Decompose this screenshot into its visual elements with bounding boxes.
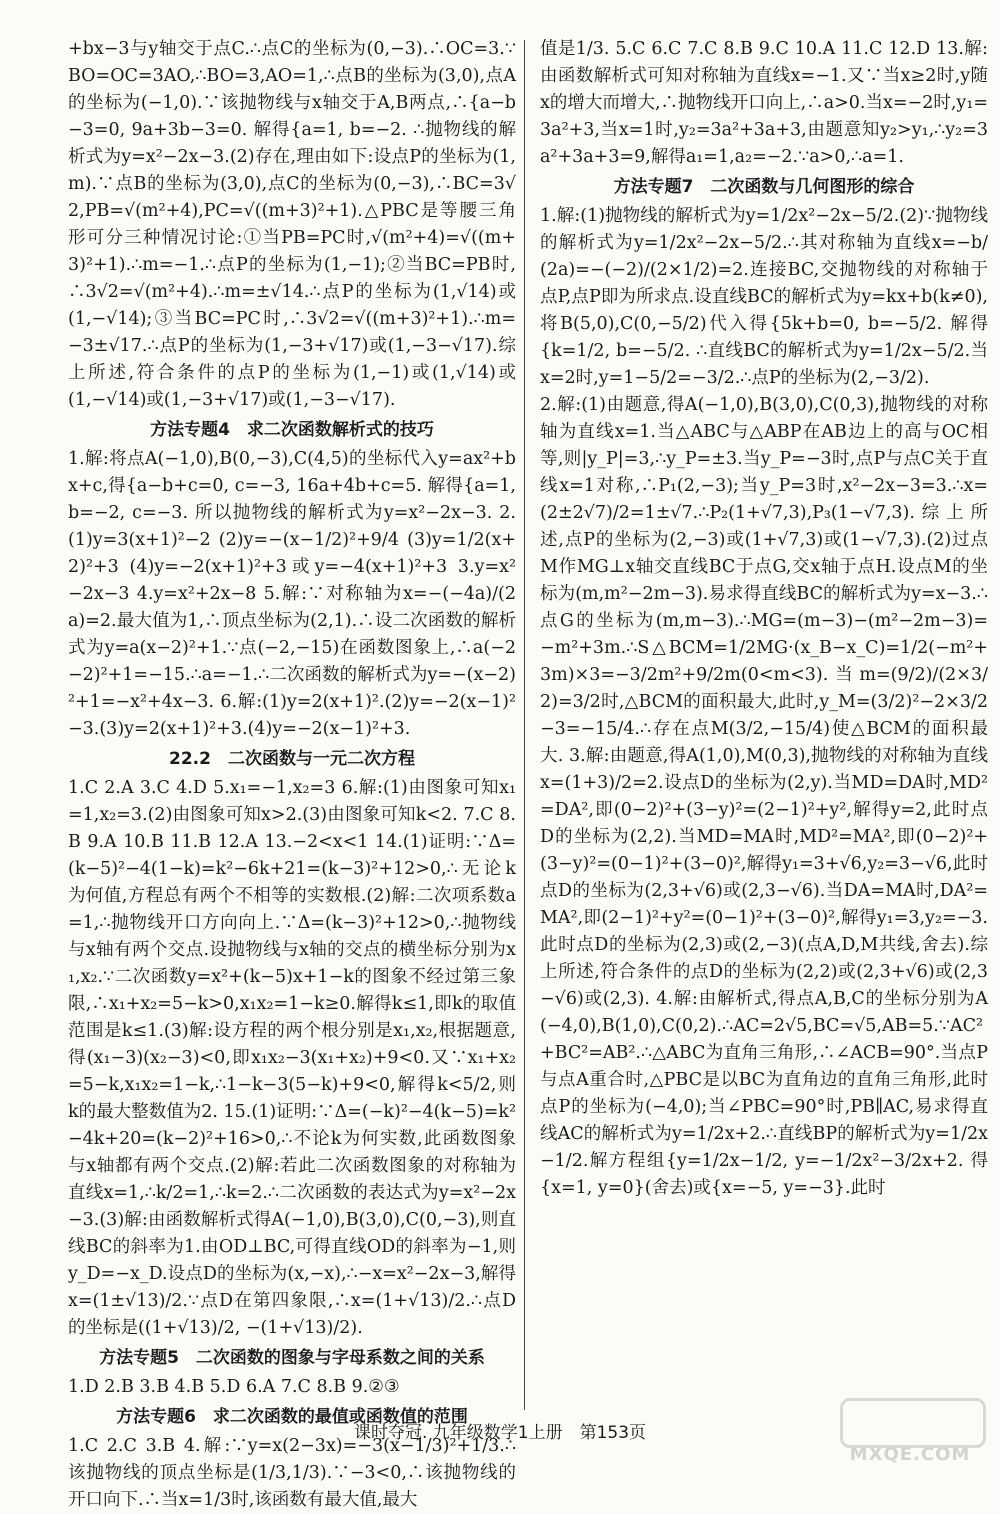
right-paragraph-2: 1.解:(1)抛物线的解析式为y=1/2x²−2x−5/2.(2)∵抛物线的解析式为y=1/2x²−2x−5/2.∴其对称轴为直线x=−b/(2a)=−(−2)/(2×1/2)=2.连接BC,交抛物线的对称轴于点P,点P即为所求点.设直线BC的解析式为y=kx+b(k≠0),将B(5,0),C(0,−5/2)代入得{5k+b=0, b=−5/2. 解得{k=1/2, b=−5/2. ∴直线BC的解析式为y=1/2x−5/2.当x=2时,y=1−5/2=−3/2.∴点P的坐标为(2,−3/2). [540, 206, 988, 388]
watermark-logo [840, 1398, 980, 1468]
right-paragraph-1: 值是1/3. 5.C 6.C 7.C 8.B 9.C 10.A 11.C 12.D 13.解:由函数解析式可知对称轴为直线x=−1.又∵当x≥2时,y随x的增大而增大,∴抛物线开口向上,∴a>0.当x=−2时,y₁=3a²+3,当x=1时,y₂=3a²+3a+3,由题意知y₂>y₁,∴y₂=3a²+3a+3=9,解得a₁=1,a₂=−2.∵a>0,∴a=1. [540, 39, 988, 167]
watermark-badge-icon [840, 1398, 986, 1448]
left-paragraph-2: 1.解:将点A(−1,0),B(0,−3),C(4,5)的坐标代入y=ax²+bx+c,得{a−b+c=0, c=−3, 16a+4b+c=5. 解得{a=1, b=−2, c=−3. 所以抛物线的解析式为y=x²−2x−3. 2.(1)y=3(x+1)²−2 (2)y=−(x−1/2)²+9/4 (3)y=1/2(x+2)²+3 (4)y=−2(x+1)²+3或y=−4(x+1)²+3 3.y=x²−2x−3 4.y=x²+2x−8 5.解:∵对称轴为x=−(−4a)/(2a)=2.最大值为1,∴顶点坐标为(2,1).∴设二次函数的解析式为y=a(x−2)²+1.∵点(−2,−15)在函数图象上,∴a(−2−2)²+1=−15.∴a=−1.∴二次函数的解析式为y=−(x−2)²+1=−x²+4x−3. 6.解:(1)y=2(x+1)².(2)y=−2(x−1)²−3.(3)y=2(x+1)²+3.(4)y=−2(x−1)²+3. [68, 449, 516, 739]
column-divider [524, 40, 525, 1410]
section-heading-method-7: 方法专题7 二次函数与几何图形的综合 [613, 177, 915, 197]
page-footer: 课时夺冠. 九年级数学1上册 第153页 [353, 1423, 647, 1443]
left-paragraph-5: 1.C 2.C 3.B 4.解:∵y=x(2−3x)=−3(x−1/3)²+1/3.∴该抛物线的顶点坐标是(1/3,1/3).∵−3<0,∴该抛物线的开口向下.∴当x=1/3时,该函数有最大值,最大 [68, 1436, 516, 1510]
right-paragraph-3: 2.解:(1)由题意,得A(−1,0),B(3,0),C(0,3),抛物线的对称轴为直线x=1.当△ABC与△ABP在AB边上的高与OC相等,则|y_P|=3,∴y_P=±3.当y_P=−3时,点P与点C关于直线x=1对称,∴P₁(2,−3);当y_P=3时,x²−2x−3=3.∴x=(2±2√7)/2=1±√7.∴P₂(1+√7,3),P₃(1−√7,3).综上所述,点P的坐标为(2,−3)或(1+√7,3)或(1−√7,3).(2)过点M作MG⊥x轴交直线BC于点G,交x轴于点H.设点M的坐标为(m,m²−2m−3).易求得直线BC的解析式为y=x−3.∴点G的坐标为(m,m−3).∴MG=(m−3)−(m²−2m−3)=−m²+3m.∴S△BCM=1/2MG·(x_B−x_C)=1/2(−m²+3m)×3=−3/2m²+9/2m(0<m<3).当m=(9/2)/(2×3/2)=3/2时,△BCM的面积最大,此时,y_M=(3/2)²−2×3/2−3=−15/4.∴存在点M(3/2,−15/4)使△BCM的面积最大. 3.解:由题意,得A(1,0),M(0,3),抛物线的对称轴为直线x=(1+3)/2=2.设点D的坐标为(2,y).当MD=DA时,MD²=DA²,即(0−2)²+(3−y)²=(2−1)²+y²,解得y=2,此时点D的坐标为(2,2).当MD=MA时,MD²=MA²,即(0−2)²+(3−y)²=(0−1)²+(3−0)²,解得y₁=3+√6,y₂=3−√6,此时点D的坐标为(2,3+√6)或(2,3−√6).当DA=MA时,DA²=MA²,即(2−1)²+y²=(0−1)²+(3−0)²,解得y₁=3,y₂=−3.此时点D的坐标为(2,3)或(2,−3)(点A,D,M共线,舍去).综上所述,符合条件的点D的坐标为(2,2)或(2,3+√6)或(2,3−√6)或(2,3). 4.解:由解析式,得点A,B,C的坐标分别为A(−4,0),B(1,0),C(0,2).∴AC=2√5,BC=√5,AB=5.∵AC²+BC²=AB².∴△ABC为直角三角形,∴∠ACB=90°.当点P与点A重合时,△PBC是以BC为直角边的直角三角形,此时点P的坐标为(−4,0);当∠PBC=90°时,PB∥AC,易求得直线AC的解析式为y=1/2x+2.∴直线BP的解析式为y=1/2x−1/2.解方程组{y=1/2x−1/2, y=−1/2x²−3/2x+2. 得{x=1, y=0}(舍去)或{x=−5, y=−3}.此时 [540, 395, 988, 1198]
right-column [540, 36, 988, 1406]
watermark-text: MXQE.COM [849, 1444, 971, 1465]
left-paragraph-1: +bx−3与y轴交于点C.∴点C的坐标为(0,−3).∴OC=3.∵BO=OC=3AO,∴BO=3,AO=1,∴点B的坐标为(3,0),点A的坐标为(−1,0).∵该抛物线与x轴交于A,B两点,∴{a−b−3=0, 9a+3b−3=0. 解得{a=1, b=−2. ∴抛物线的解析式为y=x²−2x−3.(2)存在,理由如下:设点P的坐标为(1,m).∵点B的坐标为(3,0),点C的坐标为(0,−3),∴BC=3√2,PB=√(m²+4),PC=√((m+3)²+1).△PBC是等腰三角形可分三种情况讨论:①当PB=PC时,√(m²+4)=√((m+3)²+1).∴m=−1.∴点P的坐标为(1,−1);②当BC=PB时,∴3√2=√(m²+4).∴m=±√14.∴点P的坐标为(1,√14)或(1,−√14);③当BC=PC时,∴3√2=√((m+3)²+1).∴m=−3±√17.∴点P的坐标为(1,−3+√17)或(1,−3−√17).综上所述,符合条件的点P的坐标为(1,−1)或(1,√14)或(1,−√14)或(1,−3+√17)或(1,−3−√17). [68, 39, 516, 410]
section-heading-method-5: 方法专题5 二次函数的图象与字母系数之间的关系 [99, 1348, 485, 1368]
section-heading-method-4: 方法专题4 求二次函数解析式的技巧 [150, 420, 434, 440]
section-heading-method-6: 方法专题6 求二次函数的最值或函数值的范围 [116, 1407, 468, 1427]
left-paragraph-4: 1.D 2.B 3.B 4.B 5.D 6.A 7.C 8.B 9.②③ [68, 1377, 400, 1397]
section-heading-22-2: 22.2 二次函数与一元二次方程 [169, 749, 415, 769]
left-paragraph-3: 1.C 2.A 3.C 4.D 5.x₁=−1,x₂=3 6.解:(1)由图象可知x₁=1,x₂=3.(2)由图象可知x>2.(3)由图象可知k<2. 7.C 8.B 9.A 10.B 11.B 12.A 13.−2<x<1 14.(1)证明:∵Δ=(k−5)²−4(1−k)=k²−6k+21=(k−3)²+12>0,∴无论k为何值,方程总有两个不相等的实数根.(2)解:二次项系数a=1,∴抛物线开口方向向上.∵Δ=(k−3)²+12>0,∴抛物线与x轴有两个交点.设抛物线与x轴的交点的横坐标分别为x₁,x₂.∵二次函数y=x²+(k−5)x+1−k的图象不经过第三象限,∴x₁+x₂=5−k>0,x₁x₂=1−k≥0.解得k≤1,即k的取值范围是k≤1.(3)解:设方程的两个根分别是x₁,x₂,根据题意,得(x₁−3)(x₂−3)<0,即x₁x₂−3(x₁+x₂)+9<0.又∵x₁+x₂=5−k,x₁x₂=1−k,∴1−k−3(5−k)+9<0,解得k<5/2,则k的最大整数值为2. 15.(1)证明:∵Δ=(−k)²−4(k−5)=k²−4k+20=(k−2)²+16>0,∴不论k为何实数,此函数图象与x轴都有两个交点.(2)解:若此二次函数图象的对称轴为直线x=1,∴k/2=1,∴k=2.∴二次函数的表达式为y=x²−2x−3.(3)解:由函数解析式得A(−1,0),B(3,0),C(0,−3),则直线BC的斜率为1.由OD⊥BC,可得直线OD的斜率为−1,则y_D=−x_D.设点D的坐标为(x,−x),∴−x=x²−2x−3,解得x=(1±√13)/2.∵点D在第四象限,∴x=(1+√13)/2.∴点D的坐标是((1+√13)/2, −(1+√13)/2). [68, 778, 516, 1338]
